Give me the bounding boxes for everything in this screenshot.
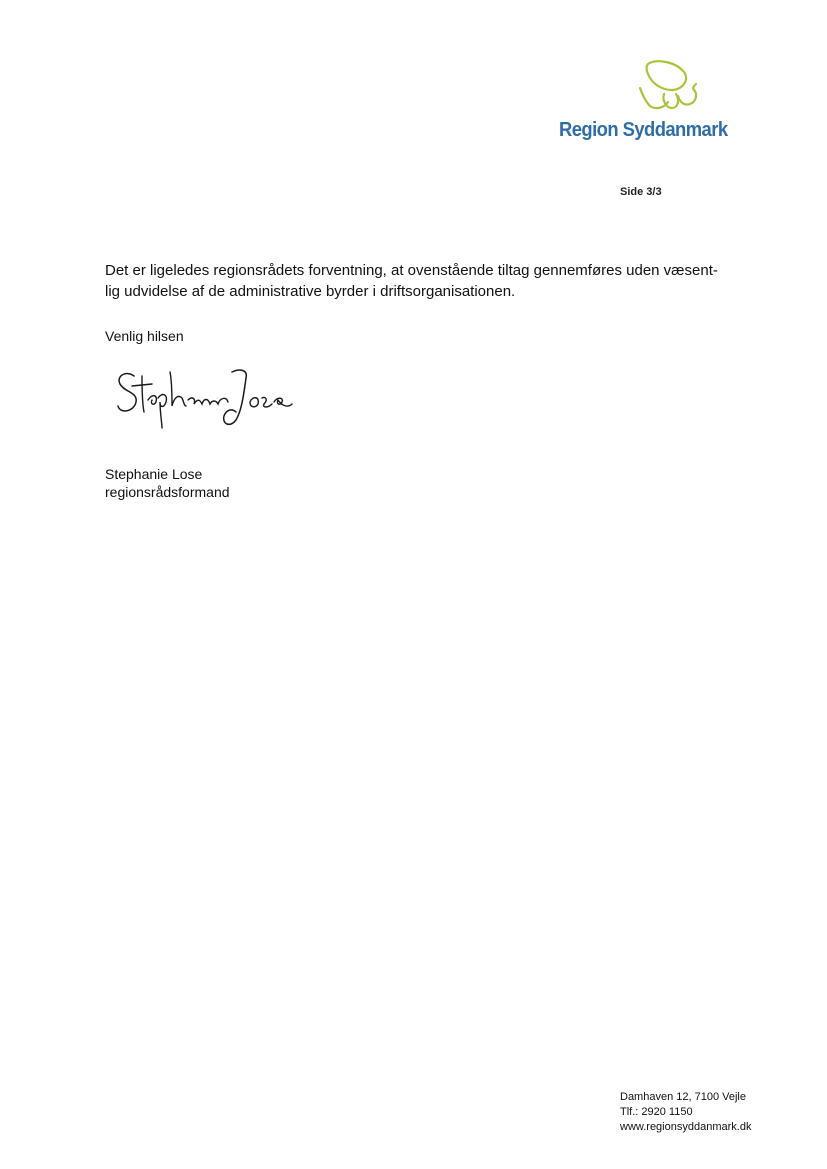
footer-contact	[620, 1090, 751, 1135]
region-logo-text: Region Syddanmark	[559, 119, 728, 141]
footer-website: www.regionsyddanmark.dk	[620, 1121, 752, 1133]
region-logo-mark-icon	[638, 60, 702, 112]
paragraph-line: lig udvidelse af de administrative byrder i driftsorganisationen.	[105, 283, 516, 300]
handwritten-signature	[112, 362, 302, 436]
signer-title: regionsrådsformand	[105, 484, 230, 500]
region-logo	[556, 60, 726, 150]
paragraph-line: Det er ligeledes regionsrådets forventning, at ovenstående tiltag gennemføres uden væsent-	[105, 262, 718, 279]
page-number: Side 3/3	[620, 186, 662, 198]
letter-paragraph	[105, 260, 755, 302]
footer-phone: Tlf.: 2920 1150	[620, 1106, 693, 1118]
closing-salutation: Venlig hilsen	[105, 328, 184, 344]
signer-name: Stephanie Lose	[105, 466, 203, 482]
footer-address: Damhaven 12, 7100 Vejle	[620, 1091, 746, 1103]
signer-block	[105, 465, 230, 501]
